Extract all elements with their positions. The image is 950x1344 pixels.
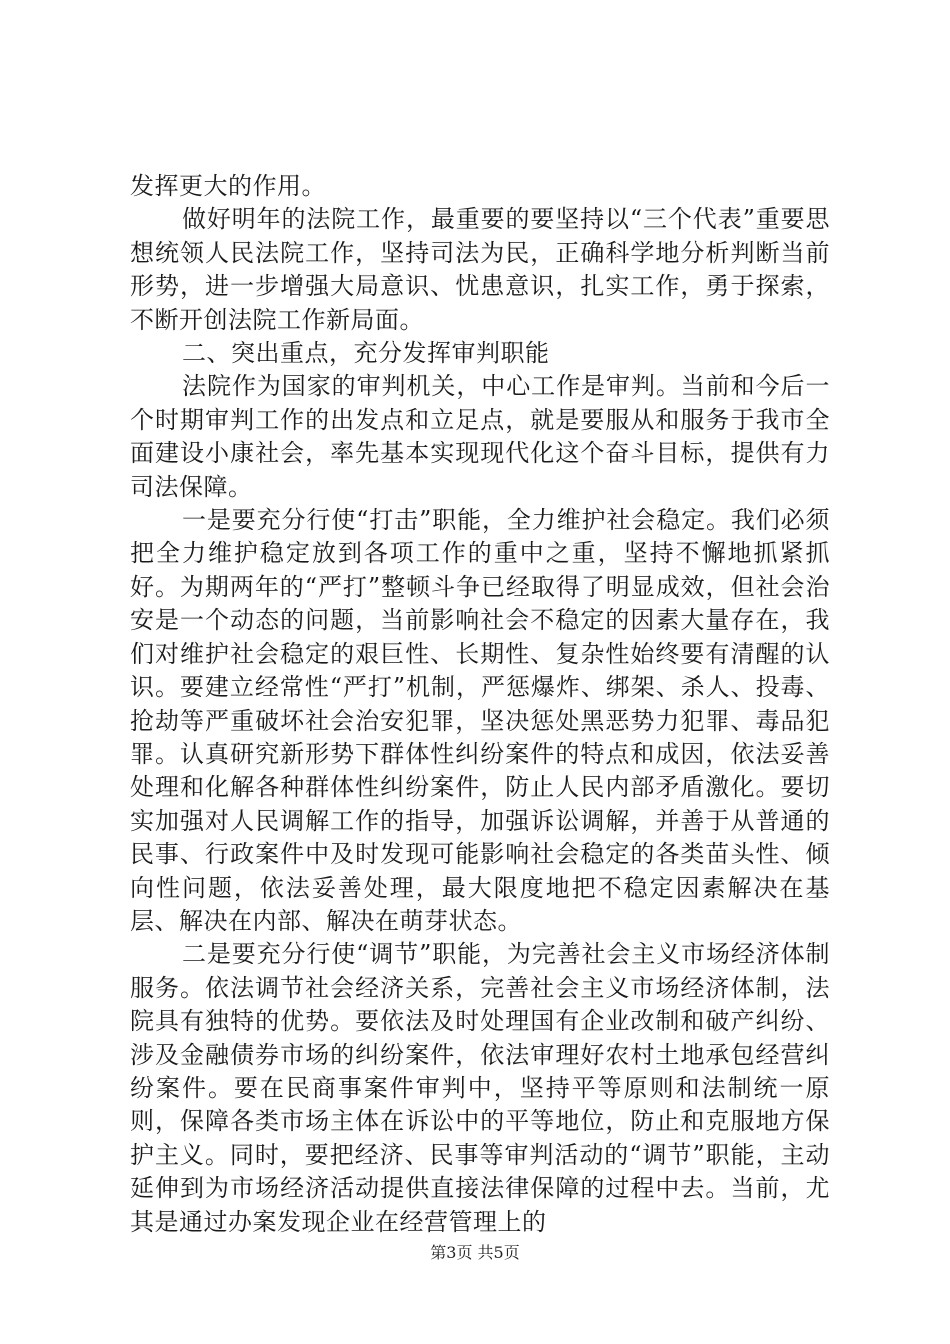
paragraph-4: 一是要充分行使“打击”职能，全力维护社会稳定。我们必须把全力维护稳定放到各项工作的重中之重，坚持不懈地抓紧抓好。为期两年的“严打”整顿斗争已经取得了明显成效，但社会治安是一个动态的问题，当前影响社会不稳定的因素大量存在，我们对维护社会稳定的艰巨性、长期性、复杂性始终要有清醒的认识。要建立经常性“严打”机制，严惩爆炸、绑架、杀人、投毒、抢劫等严重破坏社会治安犯罪，坚决惩处黑恶势力犯罪、毒品犯罪。认真研究新形势下群体性纠纷案件的特点和成因，依法妥善处理和化解各种群体性纠纷案件，防止人民内部矛盾激化。要切实加强对人民调解工作的指导，加强诉讼调解，并善于从普通的民事、行政案件中及时发现可能影响社会稳定的各类苗头性、倾向性问题，依法妥善处理，最大限度地把不稳定因素解决在基层、解决在内部、解决在萌芽状态。 bbox=[130, 506, 830, 935]
section-heading: 二、突出重点，充分发挥审判职能 bbox=[182, 339, 550, 368]
paragraph-5: 二是要充分行使“调节”职能，为完善社会主义市场经济体制服务。依法调节社会经济关系，完善社会主义市场经济体制，法院具有独特的优势。要依法及时处理国有企业改制和破产纠纷、涉及金融债券市场的纠纷案件，依法审理好农村土地承包经营纠纷案件。要在民商事案件审判中，坚持平等原则和法制统一原则，保障各类市场主体在诉讼中的平等地位，防止和克服地方保护主义。同时，要把经济、民事等审判活动的“调节”职能，主动延伸到为市场经济活动提供直接法律保障的过程中去。当前，尤其是通过办案发现企业在经营管理上的 bbox=[130, 940, 830, 1236]
document-body bbox=[130, 170, 830, 1239]
paragraph-3: 法院作为国家的审判机关，中心工作是审判。当前和今后一个时期审判工作的出发点和立足点，就是要服从和服务于我市全面建设小康社会，率先基本实现现代化这个奋斗目标，提供有力司法保障。 bbox=[130, 372, 830, 501]
paragraph-1: 发挥更大的作用。 bbox=[130, 172, 326, 200]
paragraph-2: 做好明年的法院工作，最重要的要坚持以“三个代表”重要思想统领人民法院工作，坚持司法为民，正确科学地分析判断当前形势，进一步增强大局意识、忧患意识，扎实工作，勇于探索，不断开创法院工作新局面。 bbox=[130, 205, 830, 334]
page-number-footer: 第3页 共5页 bbox=[430, 1243, 520, 1262]
